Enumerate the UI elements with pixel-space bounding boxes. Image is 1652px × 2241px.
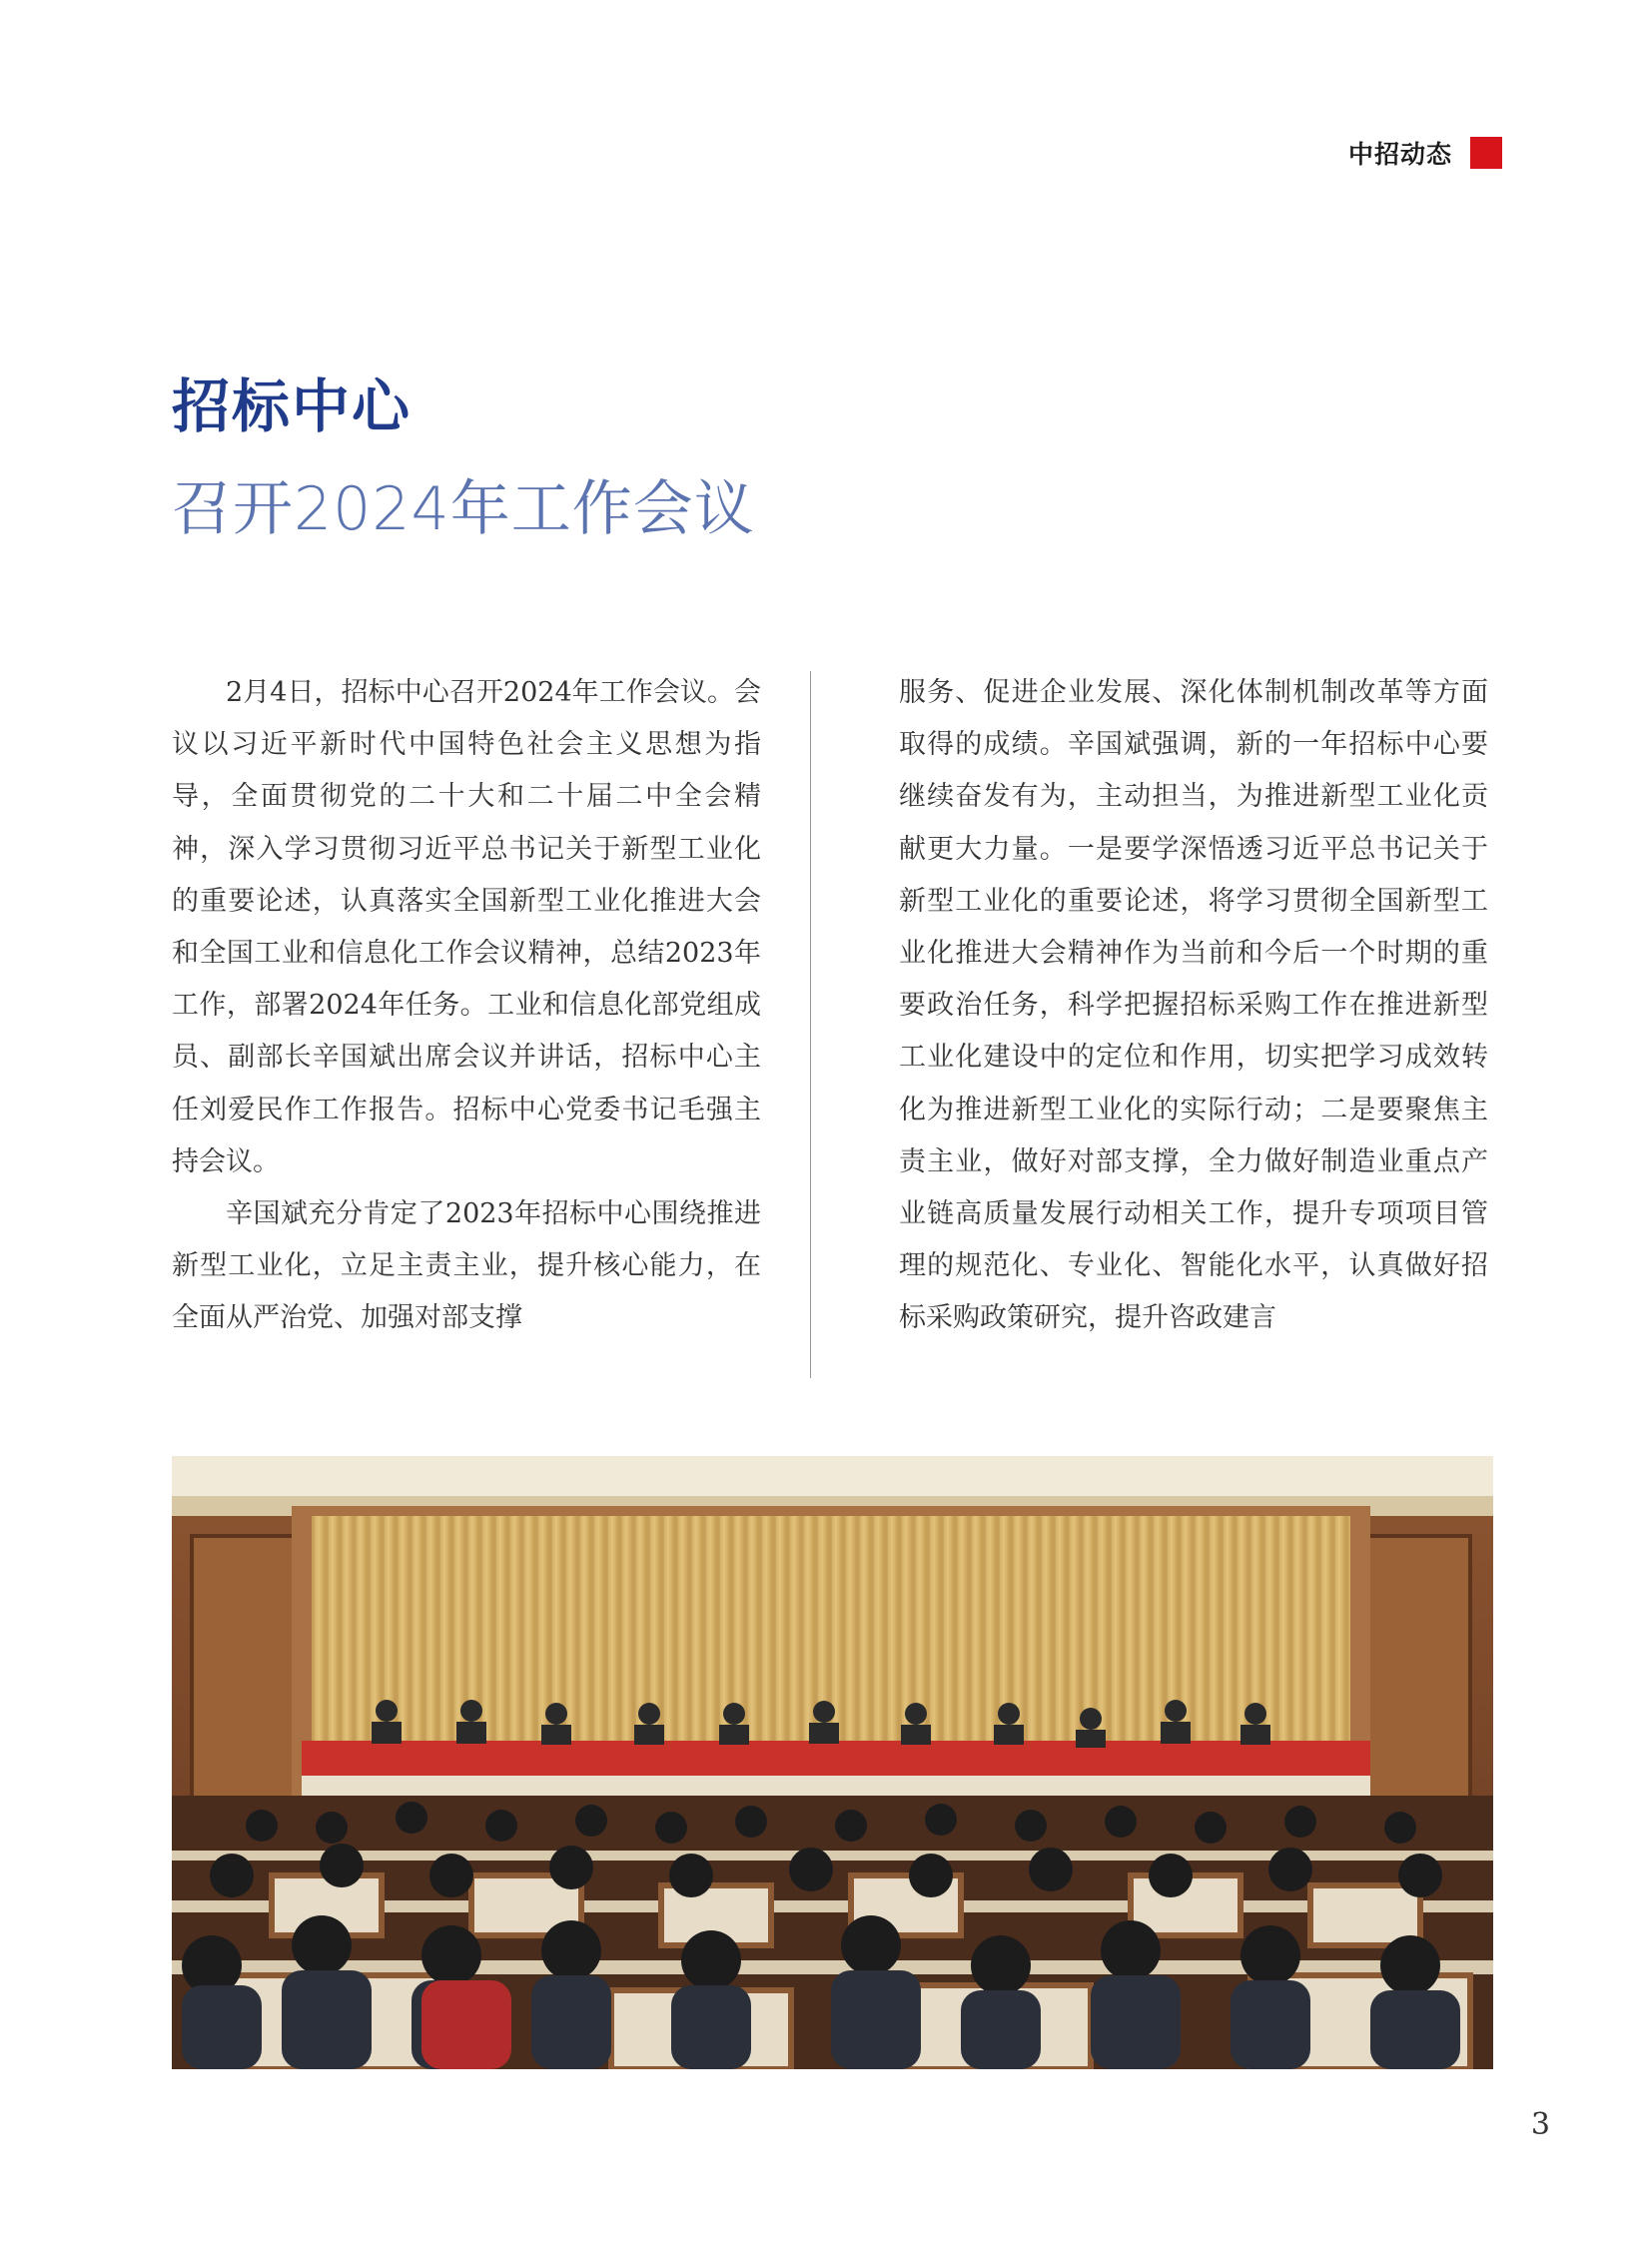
column-divider (810, 671, 811, 1378)
section-marker-square (1470, 137, 1502, 169)
paragraph: 服务、促进企业发展、深化体制机制改革等方面取得的成绩。辛国斌强调，新的一年招标中心要继续奋发有为，主动担当，为推进新型工业化贡献更大力量。一是要学深悟透习近平总书记关于新型工业化的重要论述，将学习贯彻全国新型工业化推进大会精神作为当前和今后一个时期的重要政治任务，科学把握招标采购工作在推进新型工业化建设中的定位和作用，切实把学习成效转化为推进新型工业化的实际行动；二是要聚焦主责主业，做好对部支撑，全力做好制造业重点产业链高质量发展行动相关工作，提升专项项目管理的规范化、专业化、智能化水平，认真做好招标采购政策研究，提升咨政建言 (899, 677, 1488, 1334)
section-tag (1348, 135, 1502, 171)
page-number: 3 (1530, 2107, 1550, 2142)
paragraph: 2月4日，招标中心召开2024年工作会议。会议以习近平新时代中国特色社会主义思想为指导，全面贯彻党的二十大和二十届二中全会精神，深入学习贯彻习近平总书记关于新型工业化的重要论述，认真落实全国新型工业化推进大会和全国工业和信息化工作会议精神，总结2023年工作，部署2024年任务。工业和信息化部党组成员、副部长辛国斌出席会议并讲话，招标中心主任刘爱民作工作报告。招标中心党委书记毛强主持会议。 (172, 677, 761, 1177)
section-label: 中招动态 (1347, 140, 1452, 169)
article-column-left (172, 667, 761, 1345)
conference-photo (172, 1456, 1493, 2069)
article-title: 招标中心 (172, 373, 413, 440)
paragraph: 辛国斌充分肯定了2023年招标中心围绕推进新型工业化，立足主责主业，提升核心能力，在全面从严治党、加强对部支撑 (172, 1198, 761, 1334)
article-subtitle: 召开2024年工作会议 (172, 474, 755, 544)
article-column-right (899, 667, 1488, 1345)
